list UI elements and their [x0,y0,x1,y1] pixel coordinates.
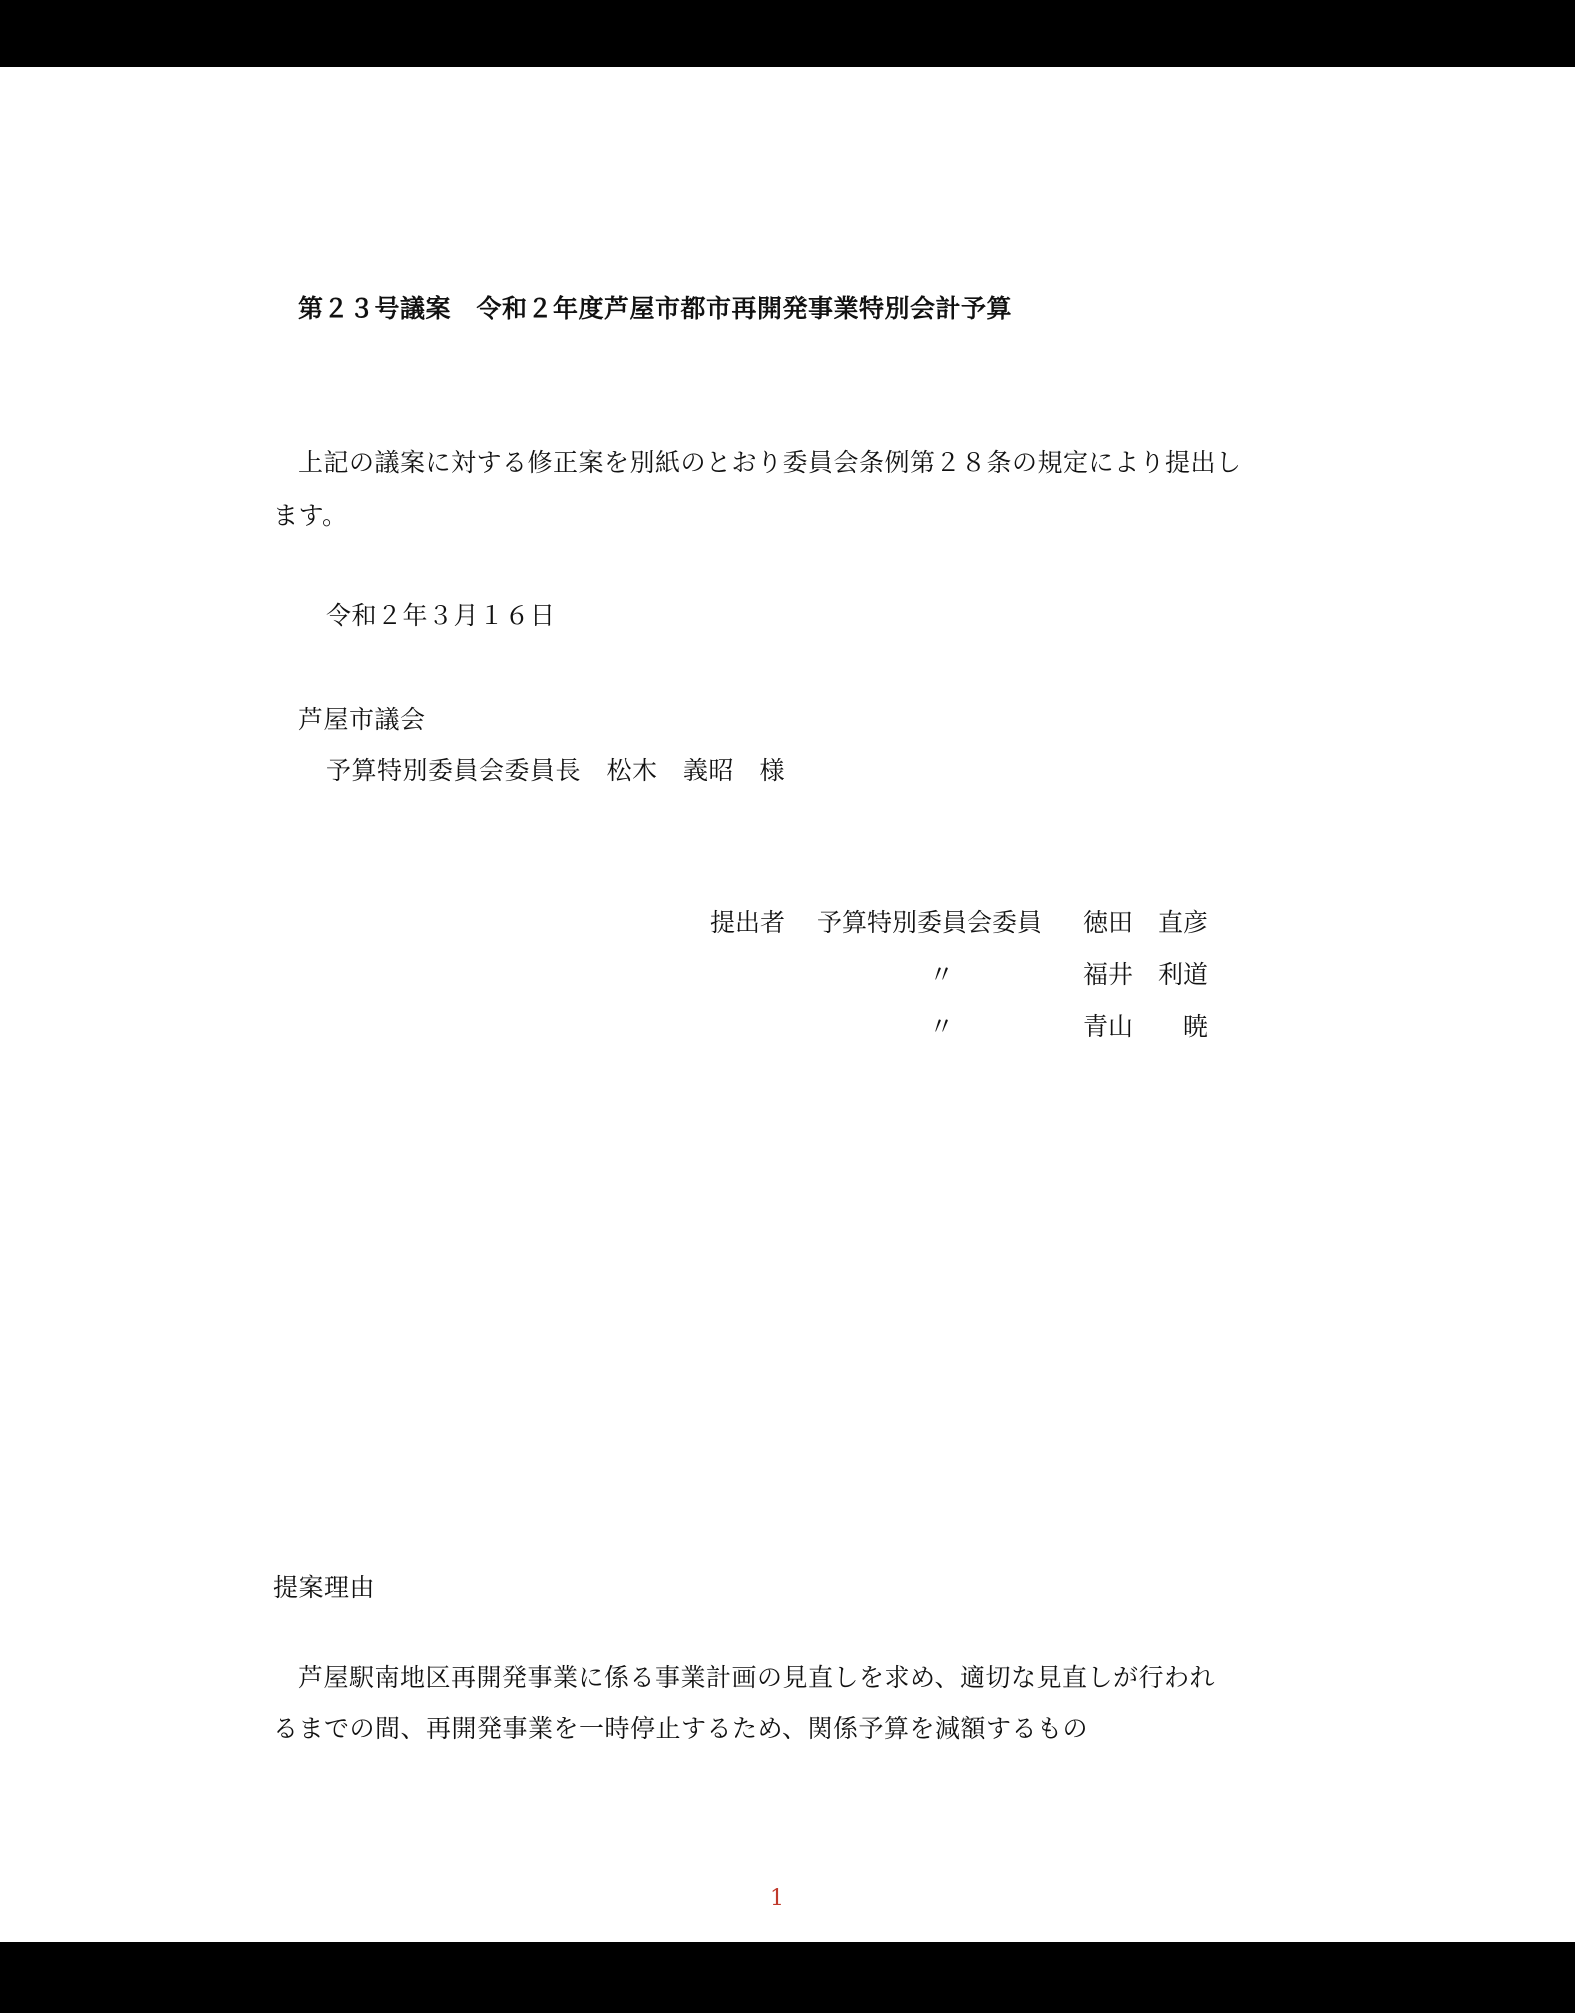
document-title: 第２３号議案 令和２年度芦屋市都市再開発事業特別会計予算 [298,294,1013,323]
ditto-mark-2: 〃 [929,1012,955,1041]
body-text-line-2: ます。 [273,501,348,530]
addressee-person: 予算特別委員会委員長 松木 義昭 様 [326,756,786,785]
ditto-mark-1: 〃 [929,960,955,989]
reason-text-line-1: 芦屋駅南地区再開発事業に係る事業計画の見直しを求め、適切な見直しが行われ [298,1663,1216,1692]
submitter-role: 予算特別委員会委員 [817,908,1043,937]
submitter-label: 提出者 [710,908,786,937]
top-black-bar [0,0,1575,67]
submitter-name-1: 徳田 直彦 [1083,908,1209,937]
reason-heading: 提案理由 [273,1573,376,1602]
page-number: 1 [770,1886,784,1911]
addressee-organization: 芦屋市議会 [298,705,426,734]
submitter-name-3: 青山 暁 [1083,1012,1209,1041]
bottom-black-bar [0,1942,1575,2013]
reason-text-line-2: るまでの間、再開発事業を一時停止するため、関係予算を減額するもの [273,1714,1089,1743]
submitter-name-2: 福井 利道 [1083,960,1209,989]
submission-date: 令和２年３月１６日 [326,601,556,630]
document-page [0,67,1575,1942]
body-text-line-1: 上記の議案に対する修正案を別紙のとおり委員会条例第２８条の規定により提出し [298,448,1242,477]
